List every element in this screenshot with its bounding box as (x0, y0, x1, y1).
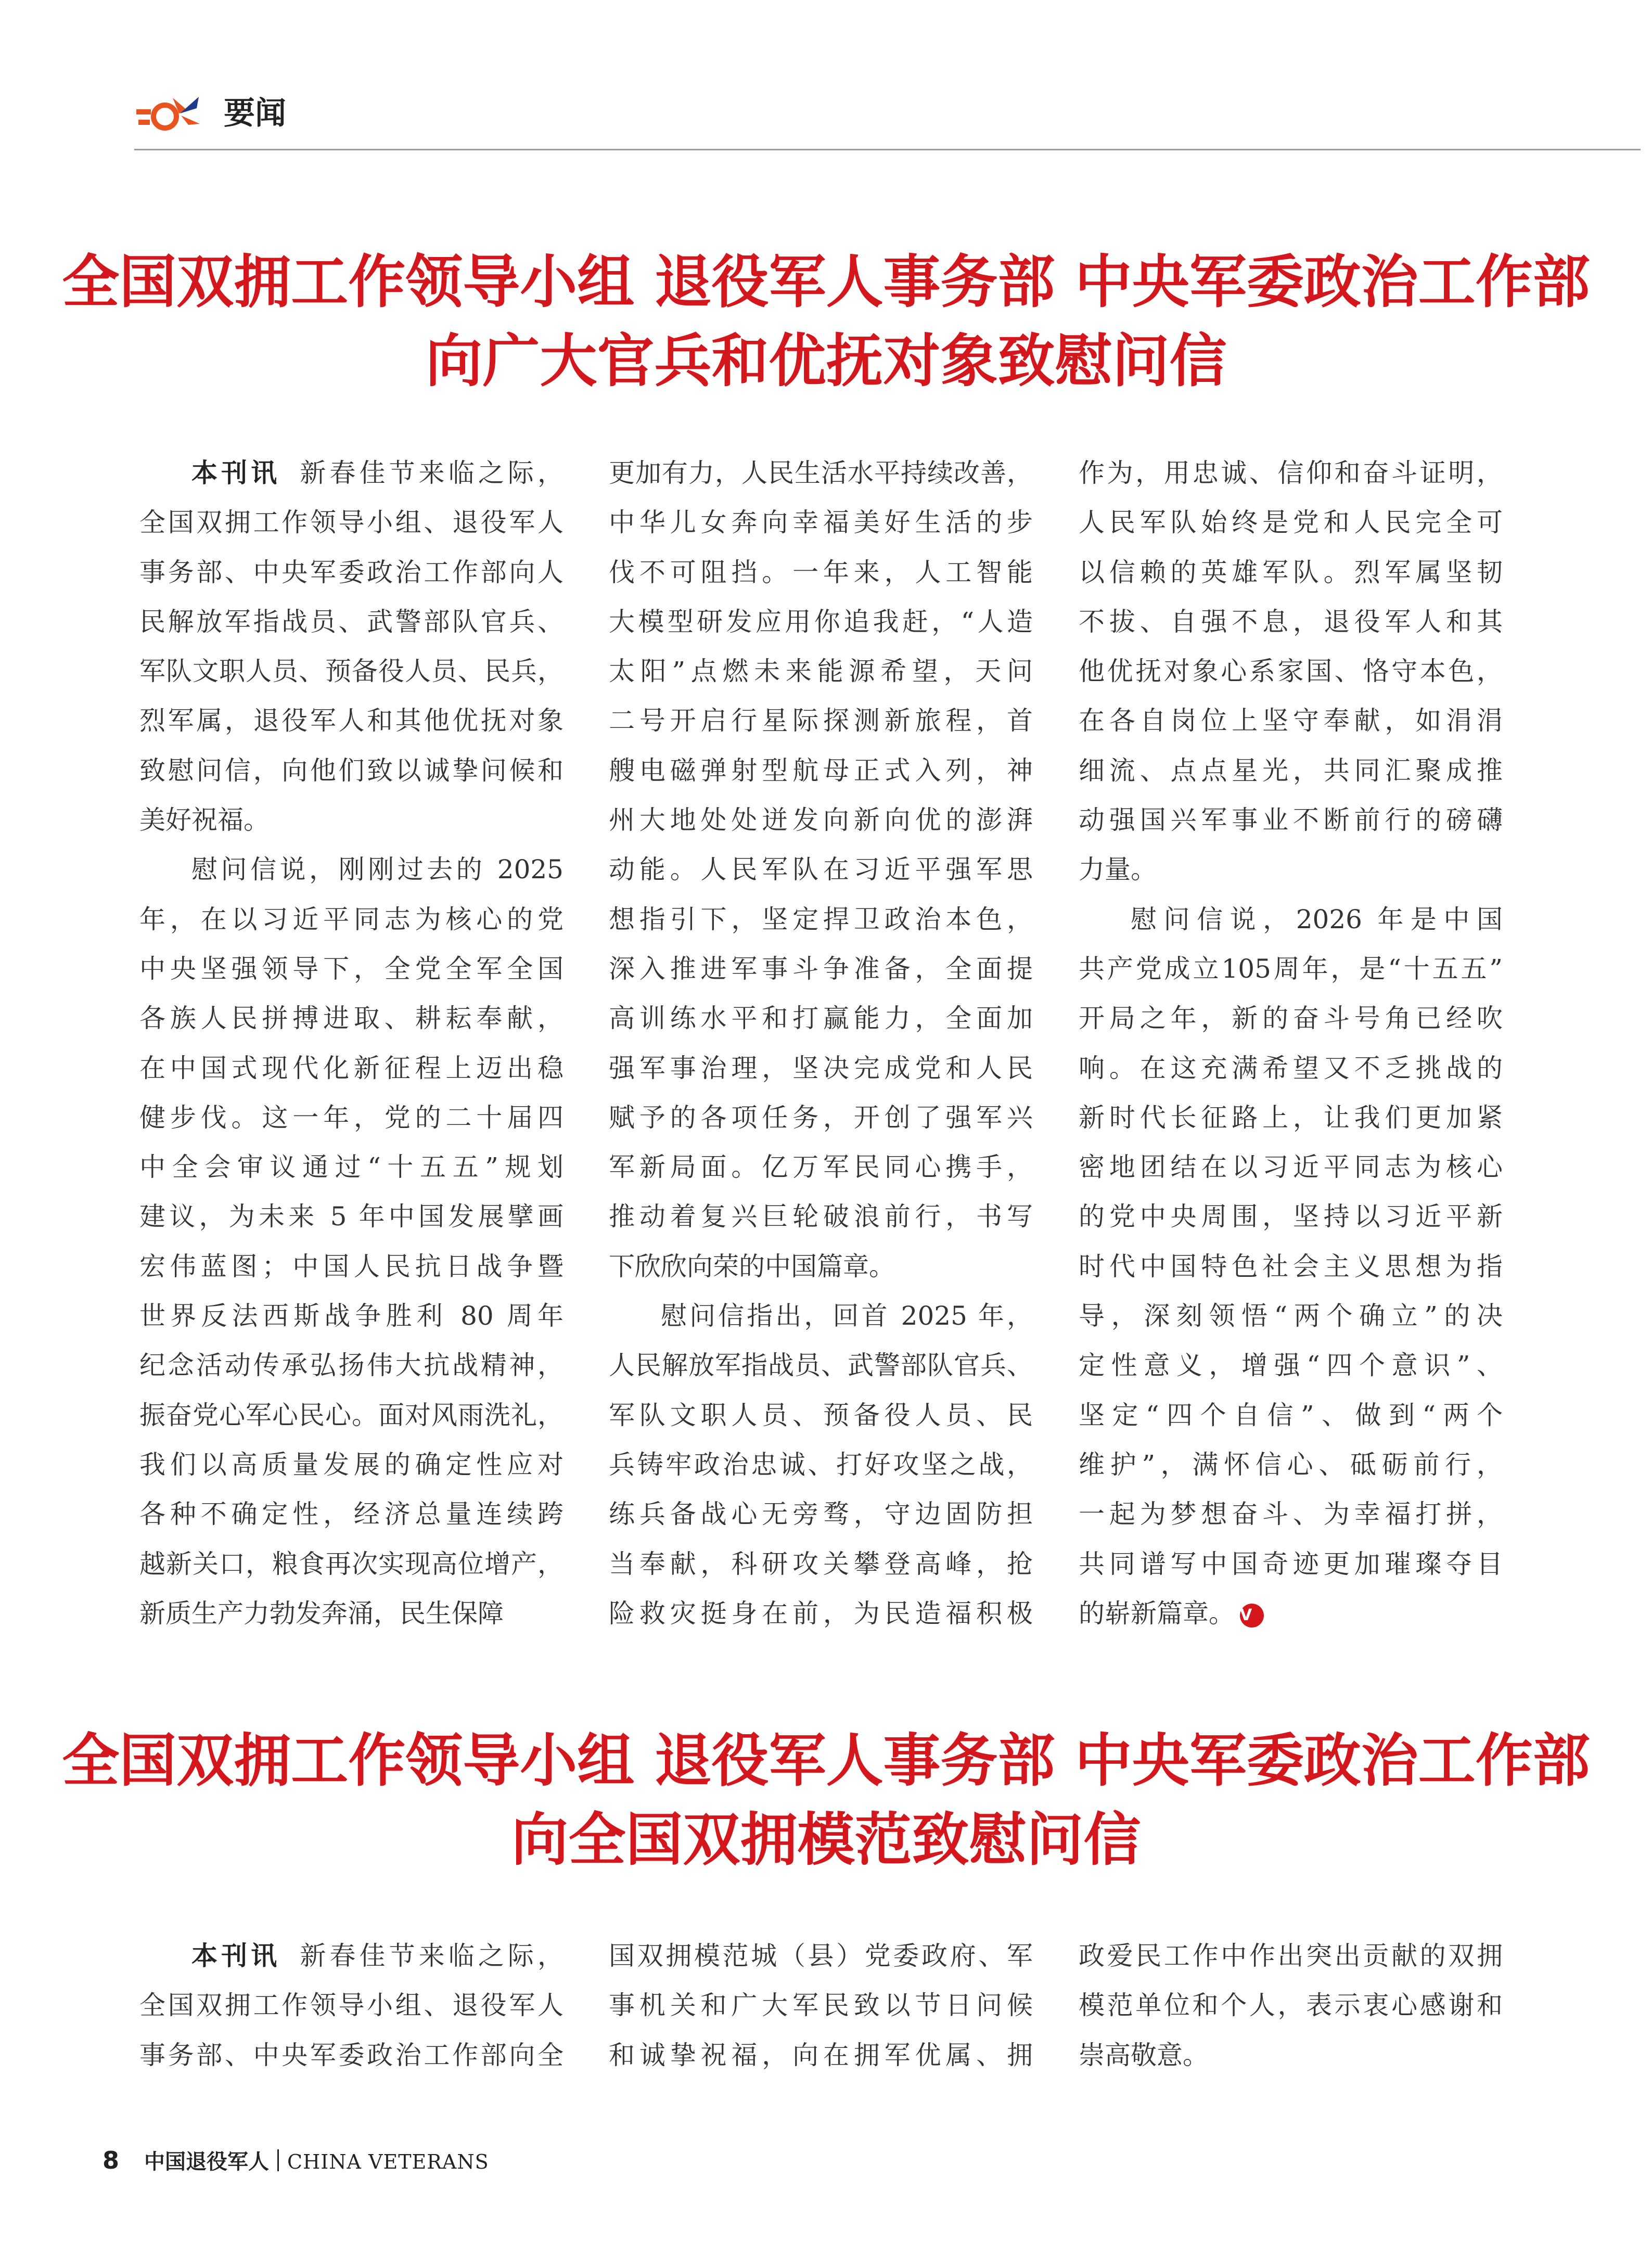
text-line (1079, 1143, 1503, 1192)
text-line (609, 498, 1033, 547)
text-line (1079, 1044, 1503, 1093)
text-line (1079, 1440, 1503, 1490)
text-line-content: 当奉献，科研攻关攀登高峰，抢 (609, 1548, 1033, 1579)
text-line-content: 坚定“四个自信”、做到“两个 (1079, 1400, 1503, 1430)
text-line-content: 高训练水平和打赢能力，全面加 (609, 1003, 1033, 1034)
text-line (139, 449, 564, 498)
text-line-content: 越新关口，粮食再次实现高位增产， (139, 1548, 564, 1579)
text-line (1079, 796, 1503, 845)
text-line (1079, 1093, 1503, 1143)
text-line (1079, 746, 1503, 796)
text-line-content: 军新局面。亿万军民同心携手， (609, 1152, 1033, 1183)
text-line-content: 美好祝福。 (139, 805, 270, 836)
text-line-content: 的党中央周围，坚持以习近平新 (1079, 1201, 1503, 1232)
text-line (139, 1291, 564, 1341)
text-line (609, 1540, 1033, 1589)
text-line-content: 练兵备战心无旁骛，守边固防担 (609, 1499, 1033, 1530)
text-line (1079, 1490, 1503, 1539)
header-divider (134, 149, 1641, 150)
text-line (609, 1440, 1033, 1490)
article2-column-1 (139, 1931, 564, 2080)
text-line (139, 1981, 564, 2030)
text-line (139, 647, 564, 696)
text-line-content: 国双拥模范城（县）党委政府、军 (609, 1941, 1033, 1971)
text-line (609, 944, 1033, 994)
text-line (609, 1093, 1033, 1143)
text-line (1079, 696, 1503, 746)
text-line (609, 746, 1033, 796)
text-line-content: 下欣欣向荣的中国篇章。 (609, 1251, 895, 1282)
footer-divider (277, 2149, 279, 2171)
article2-title (0, 1721, 1652, 1879)
text-line-content: 宏伟蓝图；中国人民抗日战争暨 (139, 1251, 564, 1282)
page-footer (103, 2139, 489, 2181)
text-line (139, 597, 564, 647)
text-line (139, 1044, 564, 1093)
text-line-content: 振奋党心军心民心。面对风雨洗礼， (139, 1400, 564, 1430)
text-line-content: 民解放军指战员、武警部队官兵、 (139, 606, 564, 637)
text-line (1079, 597, 1503, 647)
text-line-content: 共同谱写中国奇迹更加璀璨夺目 (1079, 1548, 1503, 1579)
text-line-content: 中央坚强领导下，全党全军全国 (139, 953, 564, 984)
text-line-content: 艘电磁弹射型航母正式入列，神 (609, 755, 1033, 786)
text-line (1079, 845, 1503, 894)
text-line (609, 994, 1033, 1043)
text-line-content: 新质生产力勃发奔涌，民生保障 (139, 1598, 504, 1629)
text-line-content: 推动着复兴巨轮破浪前行，书写 (609, 1201, 1033, 1232)
text-line (1079, 895, 1503, 944)
text-line (139, 1242, 564, 1291)
article1-title (0, 242, 1652, 401)
text-line (609, 1981, 1033, 2030)
text-line-content: 纪念活动传承弘扬伟大抗战精神， (139, 1350, 564, 1381)
text-line-content: 深入推进军事斗争准备，全面提 (609, 953, 1033, 984)
magazine-logo-icon (136, 93, 204, 134)
text-line-content: 兵铸牢政治忠诚、打好攻坚之战， (609, 1449, 1033, 1480)
text-line-content: 想指引下，坚定捍卫政治本色， (609, 904, 1033, 934)
text-line (1079, 1981, 1503, 2030)
text-line (609, 796, 1033, 845)
text-line-content: 细流、点点星光，共同汇聚成推 (1079, 755, 1503, 786)
text-line (139, 2031, 564, 2080)
text-line-content: 更加有力，人民生活水平持续改善， (609, 458, 1033, 488)
article2-column-2 (609, 1931, 1033, 2080)
article-end-v-icon: V (1240, 1604, 1264, 1628)
text-line-content: 动能。人民军队在习近平强军思 (609, 854, 1033, 885)
text-line (1079, 498, 1503, 547)
text-line-content: 新时代长征路上，让我们更加紧 (1079, 1102, 1503, 1133)
text-line-content: 建议，为未来 5 年中国发展擘画 (139, 1201, 564, 1232)
text-line (609, 1931, 1033, 1981)
text-line (1079, 449, 1503, 498)
text-line (1079, 647, 1503, 696)
text-line (609, 1589, 1033, 1638)
text-line-content: 的崭新篇章。 (1079, 1598, 1235, 1629)
text-line (609, 895, 1033, 944)
text-line (609, 597, 1033, 647)
text-line-content: 模范单位和个人，表示衷心感谢和 (1079, 1990, 1503, 2021)
text-line (139, 895, 564, 944)
text-line-content: 年，在以习近平同志为核心的党 (139, 904, 564, 934)
text-line-content: 事务部、中央军委政治工作部向人 (139, 557, 564, 587)
text-line-content: 中华儿女奔向幸福美好生活的步 (609, 507, 1033, 538)
text-line-content: 太阳”点燃未来能源希望，天问 (609, 656, 1033, 687)
text-line-content: 强军事治理，坚决完成党和人民 (609, 1053, 1033, 1083)
text-line-content: 慰问信说，2026 年是中国 (1131, 904, 1503, 934)
text-line (139, 1143, 564, 1192)
text-line-content: 新春佳节来临之际， (296, 1941, 564, 1971)
text-line-content: 赋予的各项任务，开创了强军兴 (609, 1102, 1033, 1133)
text-line-content: 政爱民工作中作出突出贡献的双拥 (1079, 1941, 1503, 1971)
text-line-content: 力量。 (1079, 854, 1157, 885)
text-line-content: 维护”，满怀信心、砥砺前行， (1079, 1449, 1503, 1480)
text-line-content: 致慰问信，向他们致以诚挚问候和 (139, 755, 564, 786)
text-line (1079, 1291, 1503, 1341)
text-line (1079, 994, 1503, 1043)
text-line (609, 449, 1033, 498)
text-line-content: 慰问信指出，回首 2025 年， (661, 1301, 1033, 1331)
text-line (609, 1192, 1033, 1241)
text-line-content: 各族人民拼搏进取、耕耘奉献， (139, 1003, 564, 1034)
text-line (1079, 1589, 1503, 1638)
text-line-content: 大模型研发应用你追我赶，“人造 (609, 606, 1033, 637)
text-line-content: 和诚挚祝福，向在拥军优属、拥 (609, 2040, 1033, 2070)
text-line-content: 新春佳节来临之际， (296, 458, 564, 488)
text-line (139, 498, 564, 547)
article-lead: 本刊讯 (191, 458, 281, 488)
title-line: 向广大官兵和优抚对象致慰问信 (425, 328, 1227, 394)
text-line (1079, 1192, 1503, 1241)
text-line (139, 1093, 564, 1143)
text-line (1079, 1341, 1503, 1390)
text-line (609, 1242, 1033, 1291)
text-line (609, 647, 1033, 696)
text-line (1079, 1242, 1503, 1291)
text-line-content: 导，深刻领悟“两个确立”的决 (1079, 1301, 1503, 1331)
text-line (139, 1589, 564, 1638)
title-line: 全国双拥工作领导小组 退役军人事务部 中央军委政治工作部 (62, 249, 1590, 315)
text-line-content: 他优抚对象心系家国、恪守本色， (1079, 656, 1503, 687)
text-line (609, 1391, 1033, 1440)
text-line-content: 中全会审议通过“十五五”规划 (139, 1152, 564, 1183)
text-line (139, 1391, 564, 1440)
text-line-content: 全国双拥工作领导小组、退役军人 (139, 1990, 564, 2021)
page-number: 8 (103, 2146, 120, 2174)
text-line-content: 险救灾挺身在前，为民造福积极 (609, 1598, 1033, 1629)
article1-column-3 (1079, 449, 1503, 1638)
text-line-content: 健步伐。这一年，党的二十届四 (139, 1102, 564, 1133)
magazine-name-cn: 中国退役军人 (144, 2150, 270, 2174)
text-line-content: 动强国兴军事业不断前行的磅礴 (1079, 805, 1503, 836)
text-line (609, 1143, 1033, 1192)
text-line-content: 军队文职人员、预备役人员、民 (609, 1400, 1033, 1430)
text-line-content: 我们以高质量发展的确定性应对 (139, 1449, 564, 1480)
text-line (139, 548, 564, 597)
text-line-content: 人民军队始终是党和人民完全可 (1079, 507, 1503, 538)
text-line (609, 1490, 1033, 1539)
text-line-content: 全国双拥工作领导小组、退役军人 (139, 507, 564, 538)
text-line-content: 人民解放军指战员、武警部队官兵、 (609, 1350, 1033, 1381)
text-line (1079, 944, 1503, 994)
text-line (139, 696, 564, 746)
text-line (1079, 1931, 1503, 1981)
text-line-content: 不拔、自强不息，退役军人和其 (1079, 606, 1503, 637)
text-line-content: 时代中国特色社会主义思想为指 (1079, 1251, 1503, 1282)
text-line-content: 响。在这充满希望又不乏挑战的 (1079, 1053, 1503, 1083)
section-label: 要闻 (224, 95, 286, 132)
article1-column-1 (139, 449, 564, 1638)
text-line-content: 各种不确定性，经济总量连续跨 (139, 1499, 564, 1530)
text-line (139, 1440, 564, 1490)
article-lead: 本刊讯 (191, 1941, 281, 1971)
text-line-content: 伐不可阻挡。一年来，人工智能 (609, 557, 1033, 587)
text-line (139, 1341, 564, 1390)
text-line-content: 事务部、中央军委政治工作部向全 (139, 2040, 564, 2070)
text-line (609, 1044, 1033, 1093)
text-line (609, 1341, 1033, 1390)
text-line-content: 开局之年，新的奋斗号角已经吹 (1079, 1003, 1503, 1034)
text-line (1079, 1540, 1503, 1589)
text-line-content: 定性意义，增强“四个意识”、 (1079, 1350, 1503, 1381)
text-line (139, 994, 564, 1043)
text-line (609, 2031, 1033, 2080)
text-line (609, 696, 1033, 746)
text-line-content: 事机关和广大军民致以节日问候 (609, 1990, 1033, 2021)
text-line (139, 796, 564, 845)
magazine-name-en: CHINA VETERANS (287, 2150, 489, 2173)
text-line (609, 845, 1033, 894)
text-line-content: 密地团结在以习近平同志为核心 (1079, 1152, 1503, 1183)
text-line-content: 烈军属，退役军人和其他优抚对象 (139, 706, 564, 736)
text-line-content: 共产党成立105周年，是“十五五” (1079, 953, 1503, 984)
text-line-content: 在各自岗位上坚守奉献，如涓涓 (1079, 706, 1503, 736)
text-line-content: 以信赖的英雄军队。烈军属坚韧 (1079, 557, 1503, 587)
text-line-content: 崇高敬意。 (1079, 2040, 1209, 2070)
text-line-content: 慰问信说，刚刚过去的 2025 (191, 854, 564, 885)
text-line (1079, 2031, 1503, 2080)
text-line-content: 一起为梦想奋斗、为幸福打拼， (1079, 1499, 1503, 1530)
text-line (139, 944, 564, 994)
text-line (139, 1931, 564, 1981)
title-line: 向全国双拥模范致慰问信 (511, 1807, 1141, 1873)
text-line-content: 世界反法西斯战争胜利 80 周年 (139, 1301, 564, 1331)
text-line (1079, 1391, 1503, 1440)
text-line-content: 作为，用忠诚、信仰和奋斗证明， (1079, 458, 1503, 488)
text-line (139, 1192, 564, 1241)
article2-column-3 (1079, 1931, 1503, 2080)
text-line (139, 1540, 564, 1589)
text-line-content: 军队文职人员、预备役人员、民兵， (139, 656, 564, 687)
text-line (609, 548, 1033, 597)
text-line (139, 845, 564, 894)
text-line-content: 在中国式现代化新征程上迈出稳 (139, 1053, 564, 1083)
title-line: 全国双拥工作领导小组 退役军人事务部 中央军委政治工作部 (62, 1727, 1590, 1794)
text-line-content: 二号开启行星际探测新旅程，首 (609, 706, 1033, 736)
text-line (139, 1490, 564, 1539)
article1-column-2 (609, 449, 1033, 1638)
text-line (609, 1291, 1033, 1341)
text-line (139, 746, 564, 796)
text-line-content: 州大地处处迸发向新向优的澎湃 (609, 805, 1033, 836)
text-line (1079, 548, 1503, 597)
